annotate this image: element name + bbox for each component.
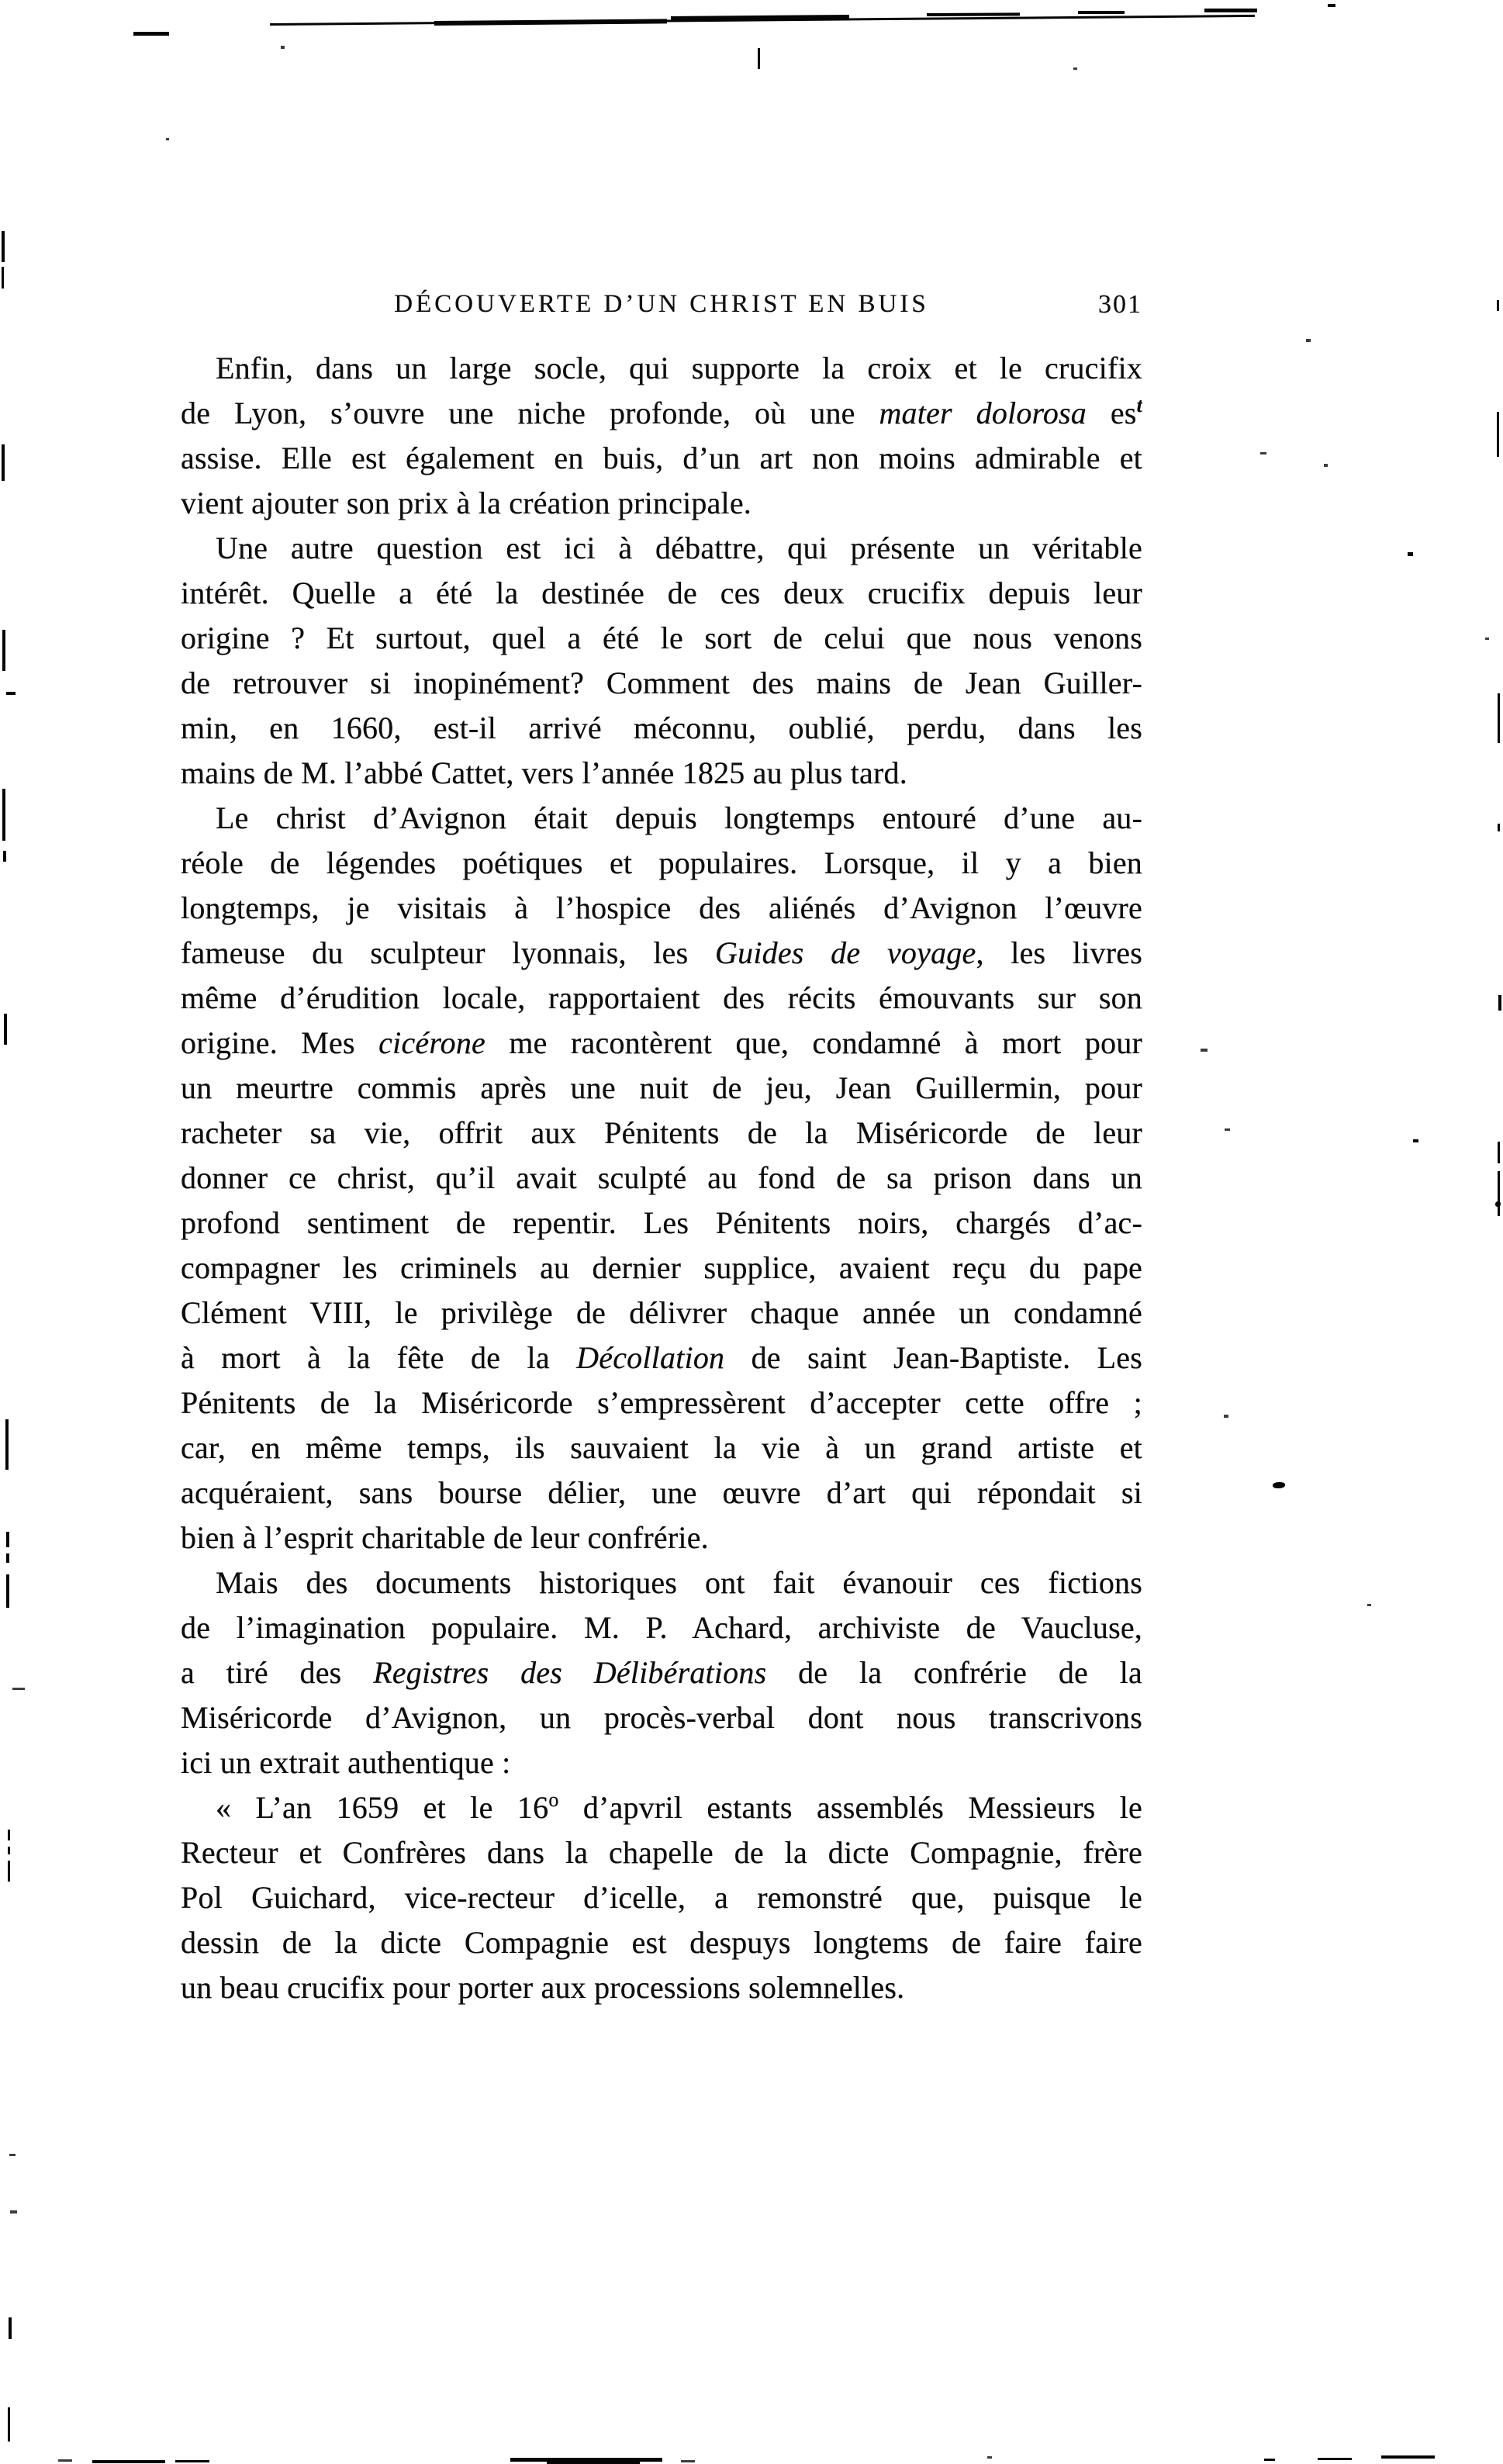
text-line — [181, 1021, 1142, 1066]
scan-artifact-speck — [1408, 552, 1413, 556]
scan-artifact-left-tick — [4, 1014, 7, 1045]
scan-artifact-speck — [1306, 339, 1311, 342]
text-segment: Le christ d’Avignon était depuis longtemps entouré d’une au- — [216, 800, 1142, 835]
text-segment: me racontèrent que, condamné à mort pour — [485, 1025, 1142, 1060]
text-segment: « L’an 1659 et le 16 — [216, 1790, 549, 1825]
text-line — [181, 1381, 1142, 1426]
scan-artifact-left-tick — [2, 231, 5, 262]
text-line — [181, 346, 1142, 391]
text-line — [181, 1246, 1142, 1291]
scan-artifact-top-rule-dash2 — [1204, 9, 1257, 12]
paragraph — [181, 796, 1142, 1560]
text-line — [181, 706, 1142, 751]
scan-artifact-top-rule-dash1 — [1078, 11, 1125, 14]
text-line — [181, 1695, 1142, 1740]
scan-artifact-left-tick — [8, 1830, 10, 1840]
scan-artifact-speck — [281, 46, 285, 49]
text-line — [181, 526, 1142, 571]
scan-artifact-bottom — [987, 2456, 992, 2459]
scan-artifact-left-tick — [8, 1847, 10, 1854]
text-segment: de Lyon, s’ouvre une niche profonde, où une — [181, 396, 879, 430]
scan-artifact-left-tick — [2, 789, 5, 841]
scan-artifact-bottom — [92, 2460, 165, 2463]
text-segment: longtemps, je visitais à l’hospice des aliénés d’Avignon l’œuvre — [181, 890, 1142, 925]
text-segment: Guides de voyage — [715, 935, 976, 970]
scan-artifact-top-rule-seg — [927, 12, 1020, 16]
scan-artifact-edge — [1497, 412, 1499, 457]
scan-artifact-top-dash — [133, 32, 169, 36]
scan-artifact-bottom — [681, 2460, 695, 2462]
text-segment: de l’imagination populaire. M. P. Achard, archiviste de Vaucluse, — [181, 1610, 1142, 1645]
scan-artifact-mark — [1273, 1482, 1285, 1488]
text-segment: mater dolorosa — [879, 396, 1087, 430]
text-line — [181, 886, 1142, 931]
text-segment: réole de légendes poétiques et populaires. Lorsque, il y a bien — [181, 845, 1142, 880]
scan-artifact-left-tick — [8, 1861, 10, 1882]
scan-artifact-left-dash — [6, 692, 16, 695]
text-segment: racheter sa vie, offrit aux Pénitents de la Miséricorde de leur — [181, 1115, 1142, 1150]
scan-artifact-left-dash — [10, 2210, 17, 2213]
scan-artifact-edge — [1498, 1142, 1500, 1163]
text-line — [181, 481, 1142, 526]
text-segment: d’apvril estants assemblés Messieurs le — [558, 1790, 1142, 1825]
text-segment: ici un extrait authentique : — [181, 1745, 511, 1780]
text-segment: de saint Jean-Baptiste. Les — [724, 1340, 1142, 1375]
text-segment: un meurtre commis après une nuit de jeu, Jean Guillermin, pour — [181, 1070, 1142, 1105]
text-line — [181, 1336, 1142, 1381]
text-line — [181, 1560, 1142, 1605]
text-segment: a tiré des — [181, 1655, 374, 1690]
scan-artifact-left-dash — [12, 1688, 25, 1690]
text-segment: donner ce christ, qu’il avait sculpté au fond de sa prison dans un — [181, 1160, 1142, 1195]
paragraph — [181, 1560, 1142, 1785]
scan-artifact-speck — [1073, 67, 1077, 70]
text-line — [181, 1470, 1142, 1515]
page-number: 301 — [1098, 290, 1142, 319]
text-segment: dessin de la dicte Compagnie est despuys longtems de faire faire — [181, 1925, 1142, 1960]
text-segment: Enfin, dans un large socle, qui supporte la croix et le crucifix — [216, 351, 1142, 385]
scan-artifact-speck — [1224, 1415, 1228, 1418]
scan-artifact-speck — [166, 138, 169, 140]
text-line — [181, 796, 1142, 841]
text-segment: compagner les criminels au dernier supplice, avaient reçu du pape — [181, 1250, 1142, 1285]
text-line — [181, 1066, 1142, 1111]
page-text — [181, 346, 1142, 2010]
page-header — [181, 290, 1142, 327]
paragraph — [181, 526, 1142, 796]
scan-artifact-left-tick — [6, 1574, 9, 1608]
text-segment: Miséricorde d’Avignon, un procès-verbal dont nous transcrivons — [181, 1700, 1142, 1735]
text-line: « L’an 1659 et le 16o d’apvril estants assemblés Messieurs le — [216, 1788, 1142, 1825]
scan-artifact-speck — [1225, 1128, 1230, 1131]
paragraph — [181, 346, 1142, 526]
scan-artifact-left-tick — [2, 267, 4, 289]
scan-artifact-speck — [1413, 1139, 1418, 1142]
paragraph — [181, 1785, 1142, 2010]
scan-artifact-left-tick — [9, 2317, 12, 2339]
scan-artifact-edge — [1498, 824, 1500, 831]
text-segment: à mort à la fête de la — [181, 1340, 577, 1375]
text-line — [181, 1515, 1142, 1560]
scan-artifact-speck — [1485, 638, 1489, 640]
text-segment: un beau crucifix pour porter aux processions solemnelles. — [181, 1970, 905, 2005]
text-segment: Une autre question est ici à débattre, qui présente un véritable — [216, 530, 1142, 565]
scan-artifact-bottom — [175, 2460, 209, 2462]
text-line — [181, 976, 1142, 1021]
scan-artifact-left-tick — [6, 1553, 9, 1563]
text-segment: Registres des Délibérations — [373, 1655, 767, 1690]
scan-artifact-edge — [1498, 1171, 1500, 1216]
text-line — [181, 1291, 1142, 1336]
text-segment: Décollation — [576, 1340, 725, 1375]
text-segment: origine. Mes — [181, 1025, 379, 1060]
text-segment: min, en 1660, est-il arrivé méconnu, oublié, perdu, dans les — [181, 710, 1142, 745]
text-line — [181, 751, 1142, 796]
text-line — [181, 661, 1142, 706]
scan-artifact-edge — [1498, 693, 1500, 743]
scan-artifact-top-rule-thick1 — [434, 19, 667, 26]
text-segment: vient ajouter son prix à la création principale. — [181, 486, 752, 520]
text-segment: es — [1086, 396, 1137, 430]
text-line — [181, 1426, 1142, 1470]
text-segment: origine ? Et surtout, quel a été le sort de celui que nous venons — [181, 620, 1142, 655]
scan-artifact-left-tick — [3, 851, 6, 862]
scan-artifact-speck — [1367, 1604, 1371, 1606]
text-segment: profond sentiment de repentir. Les Pénitents noirs, chargés d’ac- — [181, 1205, 1142, 1240]
text-line — [181, 571, 1142, 616]
scan-artifact-top-dot — [1328, 4, 1335, 7]
scan-artifact-bottom — [58, 2459, 72, 2462]
text-line — [181, 931, 1142, 976]
text-segment: car, en même temps, ils sauvaient la vie à un grand artiste et — [181, 1430, 1142, 1465]
text-segment: Mais des documents historiques ont fait évanouir ces fictions — [216, 1565, 1142, 1600]
text-line: de Lyon, s’ouvre une niche profonde, où une mater dolorosa est — [181, 394, 1142, 430]
text-line — [181, 1201, 1142, 1246]
scan-artifact-edge — [1498, 995, 1501, 1011]
scan-artifact-bottom — [1264, 2459, 1275, 2461]
scan-artifact-left-tick — [2, 444, 5, 481]
text-segment: Recteur et Confrères dans la chapelle de la dicte Compagnie, frère — [181, 1835, 1142, 1870]
text-segment: fameuse du sculpteur lyonnais, les — [181, 935, 716, 970]
text-segment: intérêt. Quelle a été la destinée de ces deux crucifix depuis leur — [181, 575, 1142, 610]
scan-artifact-bottom — [1318, 2458, 1352, 2460]
text-line — [181, 616, 1142, 661]
text-segment: Pol Guichard, vice-recteur d’icelle, a remonstré que, puisque le — [181, 1880, 1142, 1915]
text-line — [181, 1740, 1142, 1785]
text-line — [181, 1830, 1142, 1875]
scan-artifact-left-dash — [9, 2154, 16, 2156]
text-segment: cicérone — [378, 1025, 485, 1060]
text-segment: mains de M. l’abbé Cattet, vers l’année 1825 au plus tard. — [181, 755, 907, 790]
text-line — [181, 841, 1142, 886]
scan-artifact-speck — [1324, 464, 1328, 467]
scan-artifact-bottom — [547, 2460, 640, 2464]
text-line — [181, 1156, 1142, 1201]
text-line — [181, 1111, 1142, 1156]
scan-artifact-bottom — [1381, 2455, 1435, 2459]
text-line — [181, 1875, 1142, 1920]
scan-artifact-edge — [1497, 300, 1499, 311]
text-segment: Clément VIII, le privilège de délivrer chaque année un condamné — [181, 1295, 1142, 1330]
text-segment: de la confrérie de la — [766, 1655, 1142, 1690]
scan-artifact-left-tick — [8, 2407, 10, 2442]
scan-artifact-left-tick — [6, 1532, 9, 1547]
scan-artifact-edge — [1495, 1201, 1501, 1207]
text-segment: , les livres — [976, 935, 1142, 970]
running-title: DÉCOUVERTE D’UN CHRIST EN BUIS — [394, 290, 929, 318]
text-line — [181, 1605, 1142, 1650]
text-segment: même d’érudition locale, rapportaient des récits émouvants sur son — [181, 980, 1142, 1015]
text-segment: Pénitents de la Miséricorde s’empressèrent d’accepter cette offre ; — [181, 1385, 1142, 1420]
text-line — [181, 1650, 1142, 1695]
text-segment: acquéraient, sans bourse délier, une œuvre d’art qui répondait si — [181, 1475, 1142, 1510]
text-segment: assise. Elle est également en buis, d’un art non moins admirable et — [181, 441, 1142, 475]
text-segment: bien à l’esprit charitable de leur confrérie. — [181, 1520, 709, 1555]
scan-artifact-top-tick — [758, 48, 760, 69]
scan-artifact-left-tick — [5, 1419, 9, 1470]
scan-artifact-speck — [1260, 452, 1266, 454]
scan-artifact-speck — [1201, 1049, 1208, 1052]
text-line — [181, 1920, 1142, 1965]
text-line — [181, 436, 1142, 481]
text-segment: de retrouver si inopinément? Comment des mains de Jean Guiller- — [181, 665, 1142, 700]
scan-artifact-left-tick — [2, 630, 5, 671]
text-line — [181, 1965, 1142, 2010]
